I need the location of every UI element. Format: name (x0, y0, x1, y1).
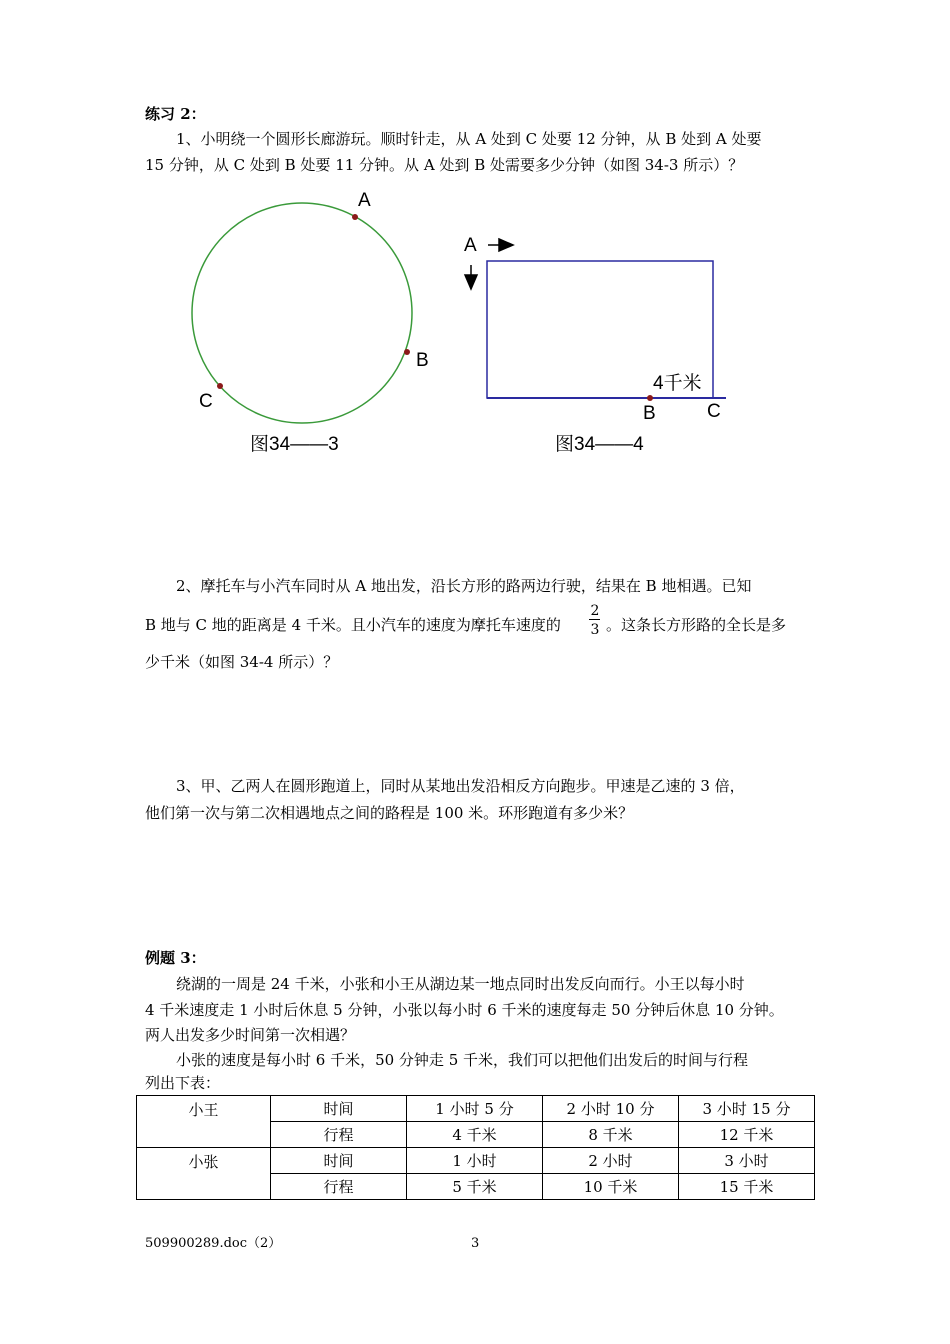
table-row (137, 1148, 815, 1174)
point-a (352, 214, 358, 220)
q2-line2b: 。这条长方形路的全长是多 (606, 616, 787, 634)
q1-line2: 15 分钟，从 C 处到 B 处要 11 分钟。从 A 处到 B 处需要多少分钟（如图 34-3 所示）？ (145, 156, 744, 174)
person-cell: 小王 (137, 1096, 271, 1148)
table-row (137, 1096, 815, 1122)
table-cell: 15 千米 (679, 1174, 815, 1200)
example3-p2-line2: 列出下表： (145, 1074, 221, 1092)
time-distance-table (136, 1095, 815, 1200)
q3-line2: 他们第一次与第二次相遇地点之间的路程是 100 米。环形跑道有多少米？ (145, 804, 634, 822)
figure-caption: 图34——4 (555, 434, 644, 455)
fraction-denominator: 3 (590, 622, 600, 638)
example3-p1-line3: 两人出发多少时间第一次相遇？ (145, 1026, 356, 1044)
point-b (647, 395, 653, 401)
distance-label: 4千米 (653, 373, 702, 394)
table-cell: 4 千米 (407, 1122, 543, 1148)
example3-heading: 例题 3： (145, 949, 206, 967)
table-cell: 2 小时 10 分 (543, 1096, 679, 1122)
q2-line3: 少千米（如图 34-4 所示）？ (145, 653, 339, 671)
example3-p1-line2: 4 千米速度走 1 小时后休息 5 分钟，小张以每小时 6 千米的速度每走 50 分钟后休息 10 分钟。 (145, 1001, 784, 1019)
fraction-bar (589, 619, 600, 620)
arrow-right-icon (488, 239, 513, 251)
label-c: C (199, 391, 213, 412)
label-cell: 时间 (271, 1096, 407, 1122)
label-a: A (358, 190, 371, 211)
exercise2-heading: 练习 2： (145, 105, 206, 123)
figure-34-4 (455, 225, 745, 460)
point-c (217, 383, 223, 389)
example3-p1-line1: 绕湖的一周是 24 千米，小张和小王从湖边某一地点同时出发反向而行。小王以每小时 (176, 975, 745, 993)
person-cell: 小张 (137, 1148, 271, 1200)
label-cell: 行程 (271, 1122, 407, 1148)
page-number: 3 (471, 1236, 480, 1251)
label-a: A (464, 235, 477, 256)
table-cell: 3 小时 (679, 1148, 815, 1174)
table-cell: 12 千米 (679, 1122, 815, 1148)
q3-line1: 3、甲、乙两人在圆形跑道上，同时从某地出发沿相反方向跑步。甲速是乙速的 3 倍， (176, 777, 745, 795)
table-cell: 5 千米 (407, 1174, 543, 1200)
label-cell: 行程 (271, 1174, 407, 1200)
arrow-down-icon (465, 265, 477, 289)
circular-corridor (192, 203, 412, 423)
example3-p2-line1: 小张的速度是每小时 6 千米，50 分钟走 5 千米，我们可以把他们出发后的时间与行程 (176, 1051, 749, 1069)
footer-filename: 509900289.doc（2） (145, 1236, 282, 1251)
label-b: B (643, 403, 656, 424)
q1-line1: 1、小明绕一个圆形长廊游玩。顺时针走，从 A 处到 C 处要 12 分钟，从 B 处到 A 处要 (176, 130, 762, 148)
table-cell: 2 小时 (543, 1148, 679, 1174)
point-b (404, 349, 410, 355)
table-cell: 1 小时 (407, 1148, 543, 1174)
q2-line2a: B 地与 C 地的距离是 4 千米。且小汽车的速度为摩托车速度的 (145, 616, 561, 634)
figure-caption: 图34——3 (250, 434, 339, 455)
q2-line1: 2、摩托车与小汽车同时从 A 地出发，沿长方形的路两边行驶，结果在 B 地相遇。已知 (176, 577, 752, 595)
fraction-numerator: 2 (590, 603, 600, 619)
table-cell: 1 小时 5 分 (407, 1096, 543, 1122)
table-cell: 10 千米 (543, 1174, 679, 1200)
table-cell: 8 千米 (543, 1122, 679, 1148)
table-cell: 3 小时 15 分 (679, 1096, 815, 1122)
figure-34-3 (180, 180, 460, 460)
label-c: C (707, 401, 721, 422)
label-b: B (416, 350, 429, 371)
label-cell: 时间 (271, 1148, 407, 1174)
